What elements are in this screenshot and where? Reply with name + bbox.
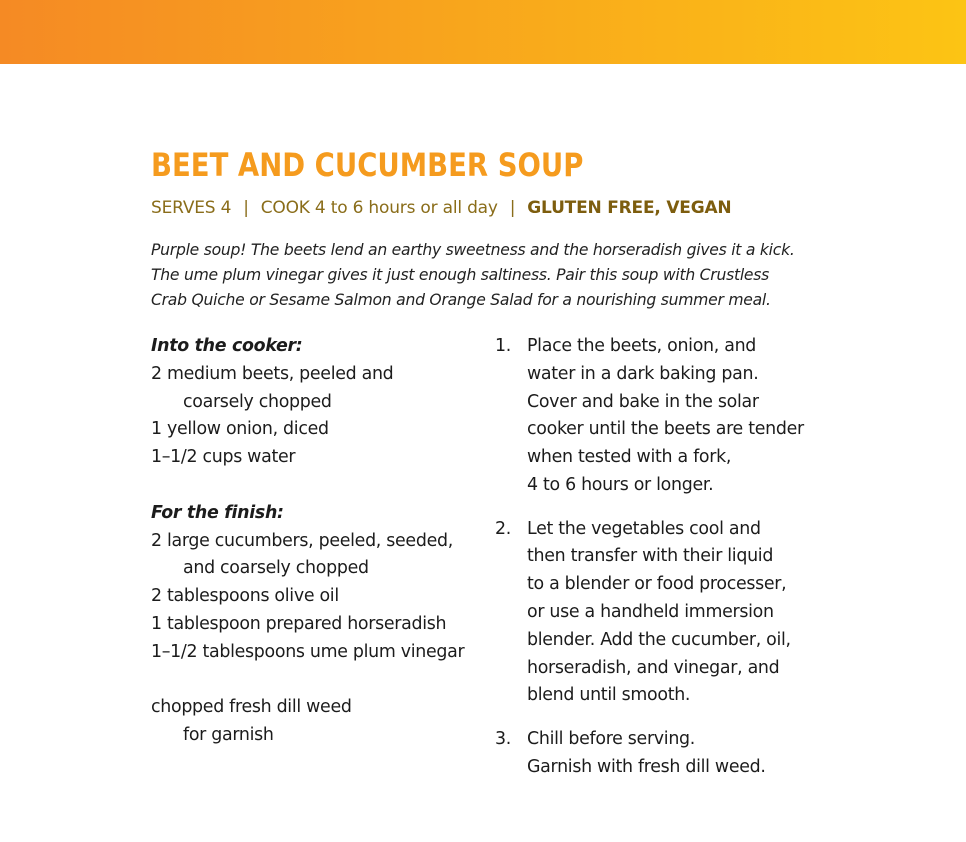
step-line: blender. Add the cucumber, oil,: [527, 629, 791, 650]
ingredient-item: 2 large cucumbers, peeled, seeded,: [151, 530, 453, 551]
ingredient-item: 1 tablespoon prepared horseradish: [151, 613, 447, 634]
step-number: 1.: [495, 336, 511, 356]
cook-time-label: COOK 4 to 6 hours or all day: [260, 198, 498, 218]
steps-list: [495, 333, 835, 797]
step-line: 4 to 6 hours or longer.: [527, 474, 714, 495]
step-line: when tested with a fork,: [527, 447, 732, 468]
spacer: [151, 472, 481, 500]
step-line: horseradish, and vinegar, and: [527, 657, 780, 678]
step-line: cooker until the beets are tender: [527, 419, 804, 440]
ingredient-item: chopped fresh dill weed: [151, 697, 352, 718]
step-line: Place the beets, onion, and: [527, 336, 757, 356]
ingredient-item: for garnish: [183, 725, 274, 746]
intro-line: Crab Quiche or Sesame Salmon and Orange Salad for a nourishing summer meal.: [151, 291, 771, 309]
recipe-title: BEET AND CUCUMBER SOUP: [151, 146, 584, 184]
ingredient-item: and coarsely chopped: [183, 558, 369, 579]
step-item: [495, 726, 835, 782]
meta-separator: |: [509, 198, 516, 218]
step-line: Cover and bake in the solar: [527, 391, 759, 412]
ingredients-list: [151, 333, 481, 750]
step-line: blend until smooth.: [527, 685, 691, 706]
step-line: water in a dark baking pan.: [527, 363, 759, 384]
step-line: then transfer with their liquid: [527, 546, 774, 567]
serves-label: SERVES 4: [151, 198, 232, 218]
intro-line: Purple soup! The beets lend an earthy sweetness and the horseradish gives it a kick.: [151, 241, 795, 259]
finish-heading: For the finish:: [151, 502, 284, 523]
intro-line: The ume plum vinegar gives it just enough saltiness. Pair this soup with Crustless: [151, 266, 769, 284]
step-item: [495, 516, 835, 711]
step-line: or use a handheld immersion: [527, 601, 774, 622]
ingredient-item: 1–1/2 tablespoons ume plum vinegar: [151, 641, 465, 662]
ingredient-item: 1–1/2 cups water: [151, 447, 296, 468]
recipe-intro: [151, 238, 831, 313]
ingredient-item: 1 yellow onion, diced: [151, 419, 329, 440]
ingredient-item: coarsely chopped: [183, 391, 332, 412]
diet-label: GLUTEN FREE, VEGAN: [527, 198, 732, 218]
step-number: 3.: [495, 728, 511, 749]
ingredient-item: 2 tablespoons olive oil: [151, 586, 339, 607]
step-number: 2.: [495, 518, 511, 539]
step-item: [495, 333, 835, 500]
step-line: to a blender or food processer,: [527, 574, 787, 595]
step-line: Garnish with fresh dill weed.: [527, 756, 766, 777]
spacer: [151, 667, 481, 695]
step-line: Chill before serving.: [527, 728, 696, 749]
cooker-heading: Into the cooker:: [151, 336, 303, 356]
recipe-meta: [151, 198, 731, 218]
ingredient-item: 2 medium beets, peeled and: [151, 363, 394, 384]
header-accent-bar: [0, 0, 966, 64]
step-line: Let the vegetables cool and: [527, 518, 761, 539]
meta-separator: |: [243, 198, 249, 218]
